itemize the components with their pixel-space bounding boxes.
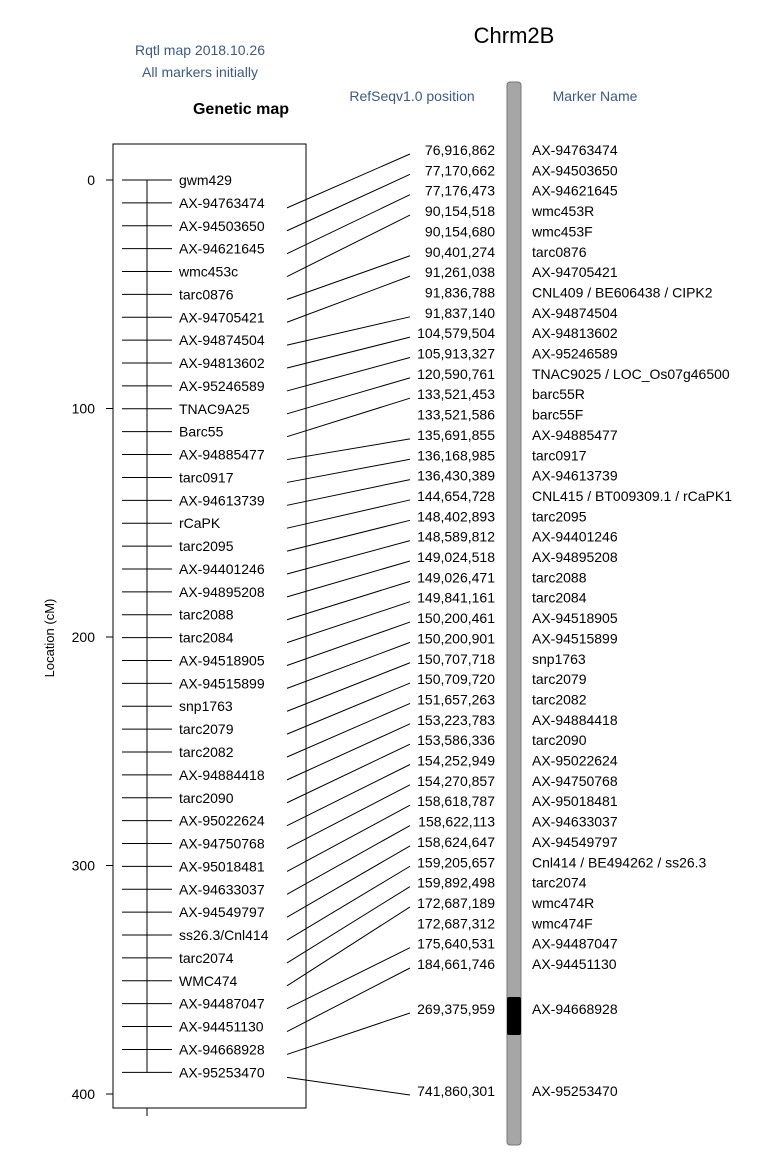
genetic-marker-label: AX-94401246 (179, 560, 265, 577)
genetic-marker-label: tarc0917 (179, 469, 234, 486)
marker-name-header: Marker Name (552, 88, 638, 104)
physical-marker-label: AX-95246589 (532, 345, 618, 362)
physical-marker-label: tarc2082 (532, 691, 587, 708)
genetic-marker-label: AX-94515899 (179, 675, 265, 692)
physical-marker-label: AX-94750768 (532, 772, 618, 789)
marker-connector-line (287, 480, 410, 506)
marker-connector-line (287, 724, 410, 780)
genetic-marker-label: AX-94633037 (179, 881, 265, 898)
physical-marker-label: AX-94895208 (532, 549, 618, 565)
genetic-marker-label: TNAC9A25 (179, 400, 250, 417)
physical-position-label: 133,521,586 (417, 406, 495, 423)
marker-connector-line (287, 1077, 410, 1095)
physical-position-label: 158,622,113 (418, 813, 495, 830)
physical-position-label: 77,170,662 (424, 162, 495, 179)
genetic-marker-label: tarc2095 (179, 538, 234, 555)
physical-marker-label: snp1763 (532, 650, 586, 667)
physical-marker-label: tarc2095 (532, 508, 587, 525)
refseq-position-header: RefSeqv1.0 position (349, 88, 475, 104)
physical-marker-label: tarc2084 (532, 589, 587, 606)
marker-connector-line (287, 561, 410, 597)
genetic-marker-label: tarc2074 (179, 949, 234, 966)
genetic-marker-label: AX-94705421 (179, 309, 265, 326)
marker-connector-line (287, 358, 410, 391)
genetic-marker-label: tarc2079 (179, 721, 234, 738)
physical-position-label: 150,200,461 (417, 610, 495, 627)
physical-marker-label: AX-94451130 (532, 956, 617, 972)
physical-position-label: 172,687,189 (417, 894, 495, 911)
marker-connector-line (287, 622, 410, 665)
physical-marker-label: tarc0876 (532, 243, 587, 260)
genetic-marker-label: AX-94895208 (179, 583, 265, 600)
marker-connector-line (287, 439, 410, 460)
marker-connector-line (287, 398, 410, 436)
physical-marker-label: AX-95253470 (532, 1083, 618, 1099)
physical-position-label: 91,836,788 (424, 284, 495, 301)
physical-position-label: 159,205,657 (417, 854, 495, 871)
physical-position-label: 136,168,985 (417, 447, 495, 464)
physical-position-label: 175,640,531 (417, 935, 495, 952)
physical-marker-label: wmc453R (532, 203, 595, 220)
physical-marker-label: CNL415 / BT009309.1 / rCaPK1 (532, 487, 733, 504)
genetic-marker-label: AX-94621645 (179, 240, 265, 257)
physical-position-label: 154,270,857 (417, 772, 495, 789)
physical-position-label: 135,691,855 (417, 426, 495, 443)
physical-marker-label: AX-94705421 (532, 264, 618, 281)
physical-marker-label: AX-94633037 (532, 813, 618, 830)
genetic-marker-label: Barc55 (179, 423, 224, 440)
genetic-marker-label: AX-94750768 (179, 835, 265, 852)
genetic-marker-label: AX-94885477 (179, 446, 265, 463)
physical-position-label: 184,661,746 (417, 956, 495, 972)
physical-marker-label: tarc2079 (532, 671, 587, 688)
physical-position-label: 133,521,453 (417, 386, 495, 403)
marker-connector-line (287, 683, 410, 734)
physical-position-label: 90,154,680 (424, 223, 495, 240)
y-axis (42, 172, 113, 1102)
marker-connector-line (287, 256, 410, 300)
physical-marker-label: AX-94668928 (532, 1001, 618, 1017)
genetic-marker-label: AX-94487047 (179, 995, 265, 1012)
genetic-marker-label: AX-95253470 (179, 1064, 265, 1081)
marker-connector-line (287, 581, 410, 619)
physical-position-label: 741,860,301 (417, 1083, 495, 1099)
y-axis-tick-label: 300 (71, 857, 95, 874)
genetic-marker-label: AX-94763474 (179, 194, 265, 211)
marker-connector-line (287, 907, 410, 986)
physical-position-label: 172,687,312 (417, 915, 495, 932)
physical-position-label: 91,837,140 (424, 304, 495, 321)
genetic-marker-label: snp1763 (179, 698, 233, 715)
genetic-marker-label: AX-94518905 (179, 652, 265, 669)
genetic-marker-label: AX-94503650 (179, 217, 265, 234)
genetic-markers (122, 172, 269, 1080)
physical-position-label: 154,252,949 (417, 752, 495, 769)
physical-position-label: 153,223,783 (417, 711, 495, 728)
marker-connector-line (287, 805, 410, 871)
physical-marker-label: tarc2090 (532, 732, 587, 749)
physical-position-label: 120,590,761 (417, 365, 495, 382)
marker-connector-line (287, 1013, 410, 1054)
marker-connector-line (287, 459, 410, 482)
genetic-marker-label: AX-94613739 (179, 492, 265, 509)
physical-position-label: 150,709,720 (417, 671, 495, 688)
physical-position-label: 136,430,389 (417, 467, 495, 484)
physical-position-label: 104,579,504 (417, 325, 495, 342)
physical-marker-names (531, 142, 732, 1099)
physical-marker-label: AX-95018481 (532, 793, 618, 810)
physical-marker-label: AX-94621645 (532, 182, 618, 199)
chromosome-dark-band (507, 997, 521, 1035)
physical-position-label: 269,375,959 (417, 1001, 495, 1017)
chromosome-title: Chrm2B (473, 23, 555, 48)
y-axis-tick-label: 0 (87, 172, 95, 188)
marker-connector-line (287, 846, 410, 917)
physical-position-label: 77,176,473 (424, 182, 495, 199)
physical-marker-label: barc55F (532, 406, 584, 423)
physical-marker-label: AX-95022624 (532, 752, 618, 769)
physical-marker-label: wmc453F (532, 223, 593, 240)
marker-connector-line (287, 887, 410, 963)
genetic-marker-label: ss26.3/Cnl414 (179, 927, 269, 944)
physical-marker-label: tarc0917 (532, 447, 587, 464)
physical-marker-label: AX-94503650 (532, 162, 618, 179)
physical-position-label: 148,402,893 (417, 508, 495, 525)
marker-connector-line (287, 703, 410, 757)
marker-connector-line (287, 826, 410, 895)
genetic-marker-label: AX-95018481 (179, 858, 265, 875)
map-note-line1: Rqtl map 2018.10.26 (135, 42, 265, 58)
genetic-marker-label: tarc0876 (179, 286, 234, 303)
map-note-line2: All markers initially (142, 64, 258, 80)
marker-connector-line (287, 154, 410, 208)
marker-connector-line (287, 541, 410, 574)
physical-position-label: 150,200,901 (417, 630, 495, 647)
physical-marker-label: CNL409 / BE606438 / CIPK2 (532, 284, 713, 301)
physical-position-label: 158,624,647 (417, 833, 495, 850)
physical-position-label: 151,657,263 (417, 691, 495, 708)
physical-position-label: 149,841,161 (417, 589, 495, 606)
marker-connector-line (287, 602, 410, 643)
physical-marker-label: TNAC9025 / LOC_Os07g46500 (532, 365, 730, 382)
physical-position-label: 144,654,728 (417, 487, 495, 504)
genetic-marker-label: AX-94874504 (179, 332, 265, 349)
physical-marker-label: AX-94613739 (532, 467, 618, 484)
physical-position-label: 105,913,327 (417, 345, 495, 362)
physical-marker-label: AX-94487047 (532, 935, 618, 952)
y-axis-label: Location (cM) (42, 598, 57, 678)
marker-connector-line (287, 520, 410, 551)
physical-marker-label: wmc474R (532, 894, 595, 911)
genetic-marker-label: WMC474 (179, 972, 238, 989)
y-axis-tick-label: 100 (71, 400, 95, 417)
physical-position-label: 148,589,812 (417, 528, 495, 545)
genetic-marker-label: tarc2082 (179, 744, 234, 760)
physical-marker-label: Cnl414 / BE494262 / ss26.3 (532, 854, 707, 871)
physical-position-label: 90,401,274 (424, 243, 495, 260)
genetic-marker-label: AX-94549797 (179, 904, 265, 921)
chromosome-bar (507, 82, 521, 1145)
physical-position-label: 153,586,336 (417, 732, 495, 749)
physical-marker-label: AX-94518905 (532, 610, 618, 627)
physical-marker-label: wmc474F (532, 915, 593, 932)
genetic-marker-label: AX-94668928 (179, 1041, 265, 1058)
physical-marker-label: tarc2088 (532, 569, 587, 586)
marker-connector-line (287, 866, 410, 940)
marker-connector-line (287, 663, 410, 711)
genetic-marker-label: tarc2090 (179, 789, 234, 806)
physical-position-label: 90,154,518 (424, 203, 495, 220)
y-axis-tick-label: 200 (71, 629, 95, 645)
marker-connector-line (287, 378, 410, 414)
genetic-marker-label: tarc2084 (179, 629, 234, 646)
genetic-marker-label: wmc453c (179, 263, 239, 280)
marker-connector-line (287, 174, 410, 230)
genetic-marker-label: tarc2088 (179, 606, 234, 623)
marker-connector-line (287, 337, 410, 368)
genetic-marker-label: AX-95022624 (179, 812, 265, 829)
physical-position-label: 149,026,471 (417, 569, 495, 586)
physical-marker-label: AX-94549797 (532, 833, 618, 850)
genetic-marker-label: AX-94813602 (179, 355, 265, 372)
genetic-map-title: Genetic map (192, 101, 290, 118)
physical-marker-label: AX-94884418 (532, 711, 618, 728)
physical-marker-label: barc55R (532, 386, 585, 403)
marker-connector-line (287, 500, 410, 528)
genetic-marker-label: AX-95246589 (179, 377, 265, 394)
physical-marker-label: AX-94515899 (532, 630, 618, 647)
physical-marker-label: AX-94813602 (532, 325, 618, 342)
physical-position-label: 76,916,862 (424, 142, 495, 158)
genetic-marker-label: AX-94884418 (179, 766, 265, 783)
physical-marker-label: AX-94874504 (532, 304, 618, 321)
genetic-marker-label: gwm429 (179, 172, 232, 188)
connector-lines (287, 154, 410, 1095)
genetic-marker-label: rCaPK (179, 515, 221, 532)
physical-position-label: 158,618,787 (417, 793, 495, 810)
marker-connector-line (287, 317, 410, 345)
physical-position-label: 91,261,038 (424, 264, 495, 281)
physical-marker-label: AX-94763474 (532, 142, 618, 158)
physical-position-label: 159,892,498 (417, 874, 495, 891)
y-axis-tick-label: 400 (71, 1086, 95, 1102)
marker-connector-line (287, 642, 410, 688)
marker-connector-line (287, 276, 410, 322)
genetic-marker-label: AX-94451130 (179, 1018, 264, 1035)
physical-marker-label: tarc2074 (532, 874, 587, 891)
physical-marker-label: AX-94401246 (532, 528, 618, 545)
physical-positions (417, 142, 495, 1099)
physical-position-label: 150,707,718 (417, 650, 495, 667)
physical-marker-label: AX-94885477 (532, 426, 618, 443)
physical-position-label: 149,024,518 (417, 549, 495, 565)
